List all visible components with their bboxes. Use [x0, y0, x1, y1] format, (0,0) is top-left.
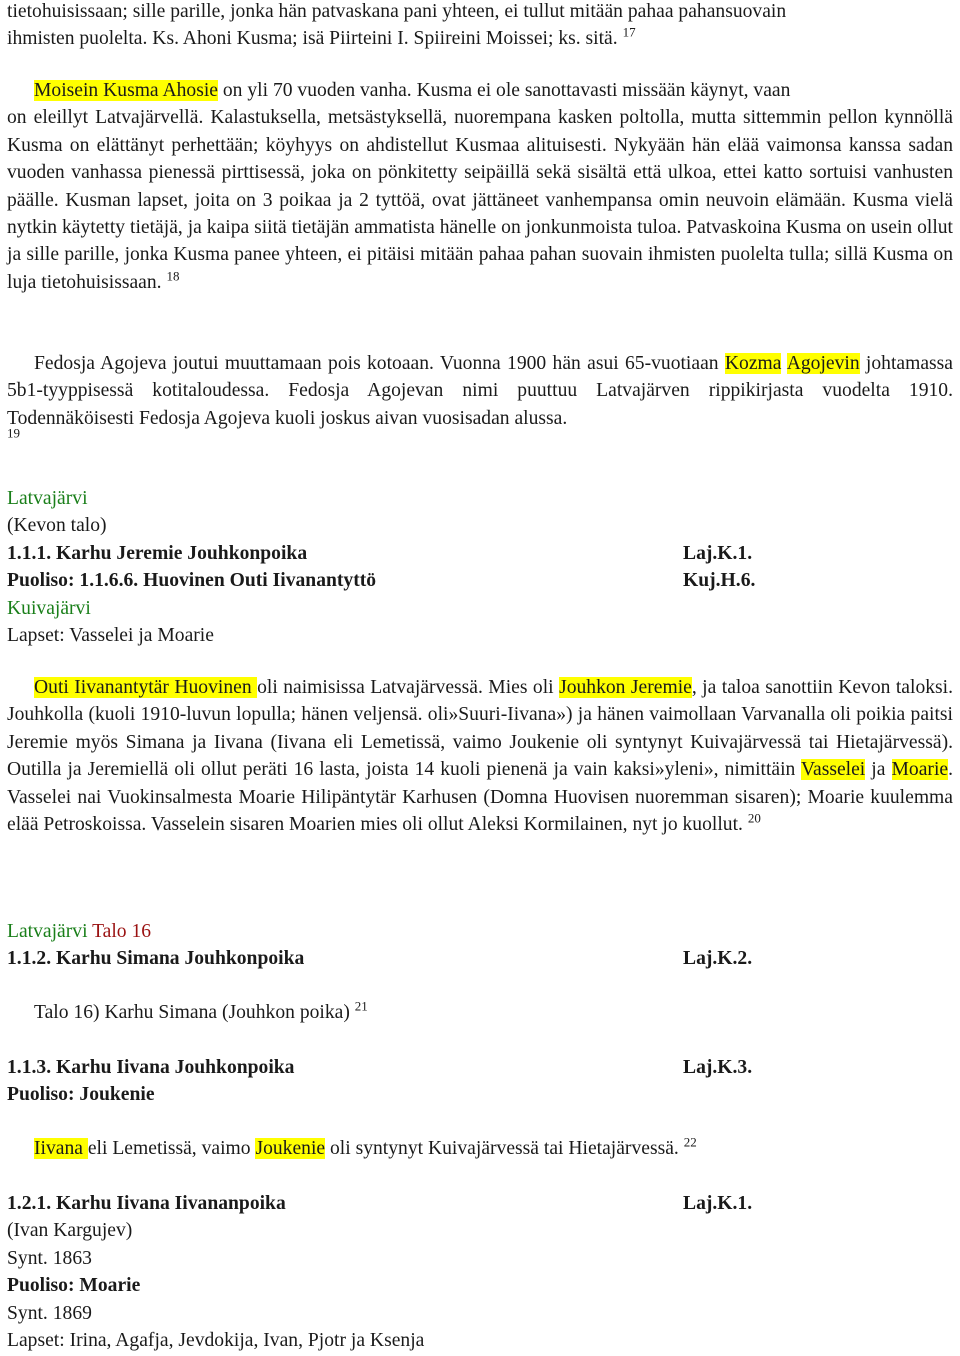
- intro-paragraph: [7, 0, 953, 53]
- genealogy-entry-jeremie: [7, 485, 953, 649]
- outi-text-1: oli naimisissa Latvajärvessä. Mies oli: [257, 677, 560, 698]
- highlight-moarie: Moarie: [891, 759, 949, 781]
- children-list: Lapset: Irina, Agafja, Jevdokija, Ivan, Pjotr ja Ksenja: [7, 1330, 425, 1352]
- spouse-code: Kuj.H.6.: [683, 570, 756, 592]
- spouse-name: Puoliso: Joukenie: [7, 1084, 155, 1106]
- person-name: 1.1.2. Karhu Simana Jouhkonpoika: [7, 948, 305, 970]
- intro-line-2: ihmisten puolelta. Ks. Ahoni Kusma; isä Piirteini I. Spiireini Moissei; ks. sitä.: [7, 28, 618, 50]
- iivana-text-1: eli Lemetissä, vaimo: [87, 1138, 256, 1159]
- place-latvajarvi: Latvajärvi: [7, 488, 88, 509]
- outi-text-4: . Vasselei nai Vuokinsalmesta Moarie Hilipäntytär Karhusen (Domna Huovisen nuoremman sisaren); Moarie kuulemma elää Petroskoissa. Vasselein sisaren Moarien mies oli ollut Aleksi Kormilainen, nyt jo kuollut.: [7, 759, 953, 836]
- highlight-agojevin: Agojevin: [786, 353, 860, 374]
- intro-line-1: tietohuisissaan; sille parille, jonka hän patvaskana pani yhteen, ei tullut mitään pahaa pahansuovain: [7, 1, 787, 22]
- spouse-birth-year: Synt. 1869: [7, 1302, 92, 1324]
- house-talo-16: Talo 16: [92, 921, 152, 942]
- spouse-name: Puoliso: 1.1.6.6. Huovinen Outi Iivanantyttö: [7, 570, 377, 592]
- outi-text-2: , ja taloa sanottiin Kevon taloksi. Jouhkolla (kuoli 1910-luvun lopulla; hänen veljensä. oli»Suuri-Iivana») ja hänen vaimollaan Varvanalla oli poikia paitsi Jeremie myös Simana ja Iivana (Iivana eli Lemetissä, vaimo Joukenie oli syntynyt Kuivajärvessä tai Hietajärvessä). Outilla ja Jeremiellä oli ollut peräti 16 lasta, joista 14 kuoli pienenä ja vain kaksi»yleni», nimittäin: [7, 677, 954, 781]
- footnote-ref-17: 17: [622, 24, 636, 40]
- highlight-jouhkon-jeremie: Jouhkon Jeremie: [559, 677, 692, 698]
- footnote-ref-20: 20: [747, 810, 761, 826]
- talo-note: [34, 999, 953, 1026]
- genealogy-entry-iivana-iivananpoika: [7, 1190, 953, 1354]
- footnote-ref-22: 22: [683, 1134, 697, 1150]
- highlight-moisein-kusma: Moisein Kusma Ahosie: [34, 80, 218, 101]
- fedosja-text-2: johtamassa 5b1-tyyppisessä kotitaloudessa. Fedosja Agojevan nimi puuttuu Latvajärven rippikirjasta vuodelta 1910. Todennäköisesti Fedosja Agojeva kuoli joskus aivan vuosisadan alussa.: [7, 353, 953, 429]
- highlight-joukenie: Joukenie: [255, 1138, 326, 1159]
- kusma-paragraph: [7, 77, 953, 296]
- person-code: Laj.K.3.: [683, 1057, 753, 1078]
- person-name: 1.1.3. Karhu Iivana Jouhkonpoika: [7, 1057, 295, 1078]
- iivana-text-2: oli syntynyt Kuivajärvessä tai Hietajärvessä.: [325, 1138, 679, 1159]
- children-list: Lapset: Vasselei ja Moarie: [7, 625, 214, 646]
- footnote-ref-19: 19: [7, 425, 20, 441]
- highlight-iivana: Iivana: [34, 1138, 88, 1159]
- person-alias: (Ivan Kargujev): [7, 1220, 133, 1242]
- fedosja-text-1: Fedosja Agojeva joutui muuttamaan pois kotoaan. Vuonna 1900 hän asui 65-vuotiaan: [34, 353, 725, 374]
- highlight-vasselei: Vasselei: [801, 759, 866, 781]
- iivana-paragraph: [34, 1135, 953, 1162]
- footnote-ref-21: 21: [354, 998, 368, 1014]
- highlight-outi: Outi Iivanantytär Huovinen: [34, 677, 258, 698]
- place-kuivajarvi: Kuivajärvi: [7, 597, 91, 619]
- outi-text-3: ja: [865, 759, 892, 781]
- person-code: Laj.K.1.: [683, 1193, 753, 1214]
- genealogy-entry-iivana: [7, 1054, 953, 1109]
- house-name: (Kevon talo): [7, 515, 107, 537]
- footnote-ref-18: 18: [166, 268, 180, 284]
- spouse-name: Puoliso: Moarie: [7, 1275, 141, 1297]
- highlight-kozma: Kozma: [724, 353, 782, 374]
- person-name: 1.1.1. Karhu Jeremie Jouhkonpoika: [7, 542, 308, 564]
- genealogy-entry-simana: [7, 918, 953, 973]
- kusma-lead-text: on yli 70 vuoden vanha. Kusma ei ole sanottavasti missään käynyt, vaan: [217, 80, 791, 101]
- place-latvajarvi-2: Latvajärvi: [7, 921, 88, 942]
- person-code: Laj.K.1.: [683, 542, 753, 564]
- talo-text: Talo 16) Karhu Simana (Jouhkon poika): [34, 1002, 350, 1023]
- birth-year: Synt. 1863: [7, 1247, 92, 1269]
- fedosja-paragraph: [7, 350, 953, 448]
- person-code: Laj.K.2.: [683, 948, 753, 970]
- kusma-body-text: on eleillyt Latvajärvellä. Kalastuksella, metsästyksellä, nuorempana kasken poltolla, mutta sittemmin pellon kynnöllä Kusma on elättänyt perhettään; köyhyys on ahdistellut Kusmaa alituisesti. Nykyään hän elää vaimonsa kanssa sadan vuoden vanhassa pienessä pirttisessä, joka on pönkitetty seipäillä sekä sisältä että ulkoa, ettei katto sortuisi vanhusten päälle. Kusman lapset, joita on 3 poikaa ja 2 tyttöä, ovat jättäneet vanhempansa omin neuvoin elämään. Kusma vielä nytkin käytetty tietäjä, ja kaipa siitä tietäjän ammatista hänelle on jonkunmoista tuloa. Patvaskoina Kusma on usein ollut ja sille parille, jonka Kusma panee yhteen, ei pitäisi mitään pahaa pahan suovain ihmisten puolelta tulla; sillä Kusma on luja tietohuisissaan.: [7, 107, 953, 293]
- person-name: 1.2.1. Karhu Iivana Iivananpoika: [7, 1193, 286, 1214]
- outi-paragraph: [7, 674, 953, 838]
